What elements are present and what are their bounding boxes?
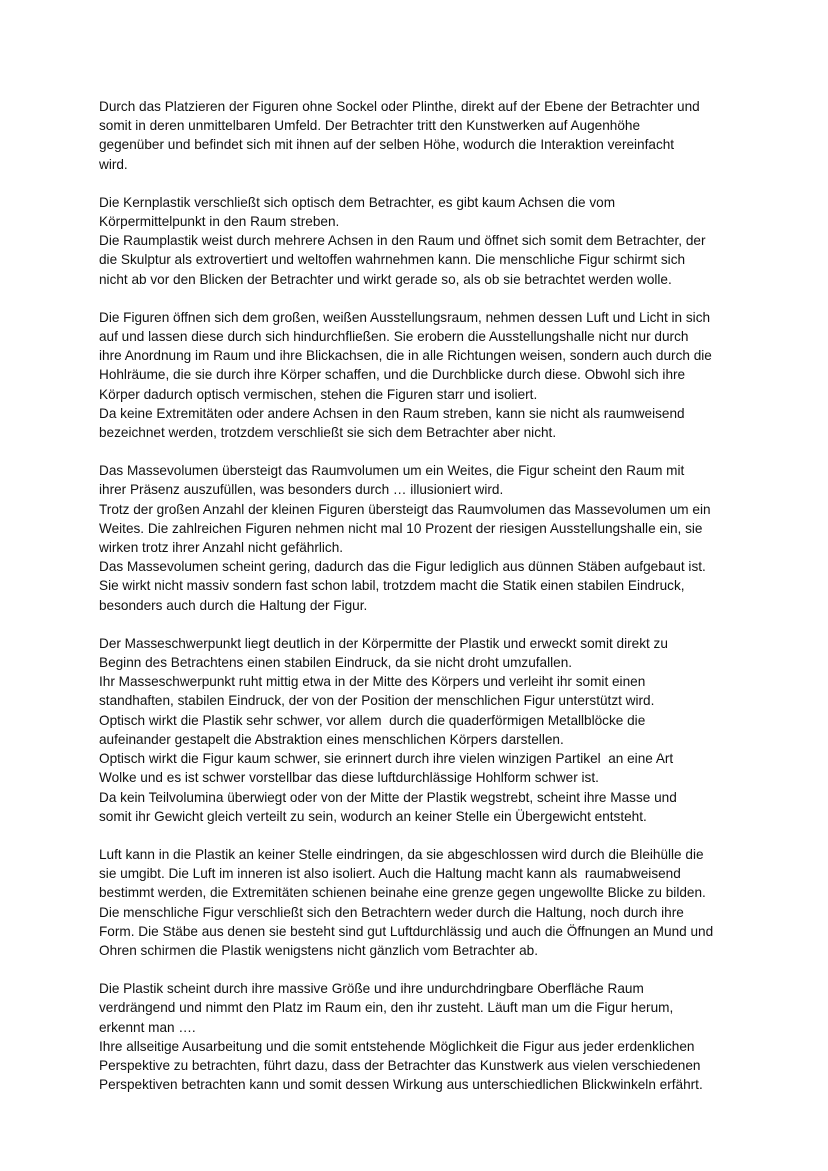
text-line: erkennt man …. bbox=[99, 1019, 196, 1035]
text-line: ihrer Präsenz auszufüllen, was besonders durch … illusioniert wird. bbox=[99, 482, 504, 498]
paragraph bbox=[99, 193, 739, 289]
text-line: Der Masseschwerpunkt liegt deutlich in der Körpermitte der Plastik und erweckt somit direkt zu bbox=[99, 635, 668, 651]
text-line: Ohren schirmen die Plastik wenigstens nicht gänzlich vom Betrachter ab. bbox=[99, 942, 538, 958]
text-line: Beginn des Betrachtens einen stabilen Eindruck, da sie nicht droht umzufallen. bbox=[99, 655, 573, 671]
text-line: Optisch wirkt die Figur kaum schwer, sie erinnert durch ihre vielen winzigen Partikel an eine Art bbox=[99, 751, 674, 767]
text-line: Form. Die Stäbe aus denen sie besteht sind gut Luftdurchlässig und auch die Öffnungen an Mund und bbox=[99, 923, 714, 939]
text-line: Trotz der großen Anzahl der kleinen Figuren übersteigt das Raumvolumen das Massevolumen um ein bbox=[99, 501, 711, 517]
text-line: wird. bbox=[99, 156, 128, 172]
paragraph bbox=[99, 979, 739, 1094]
text-line: ihre Anordnung im Raum und ihre Blickachsen, die in alle Richtungen weisen, sondern auch durch die bbox=[99, 348, 712, 364]
text-line: Hohlräume, die sie durch ihre Körper schaffen, und die Durchblicke durch diese. Obwohl sich ihre bbox=[99, 367, 686, 383]
text-line: Da keine Extremitäten oder andere Achsen in den Raum streben, kann sie nicht als raumweisend bbox=[99, 405, 685, 421]
text-line: somit in deren unmittelbaren Umfeld. Der Betrachter tritt den Kunstwerken auf Augenhöhe bbox=[99, 118, 641, 134]
paragraph bbox=[99, 97, 739, 174]
text-line: somit ihr Gewicht gleich verteilt zu sein, wodurch an keiner Stelle ein Übergewicht entsteht. bbox=[99, 808, 647, 824]
text-line: Körpermittelpunkt in den Raum streben. bbox=[99, 214, 340, 230]
text-line: nicht ab vor den Blicken der Betrachter und wirkt gerade so, als ob sie betrachtet werden wolle. bbox=[99, 271, 672, 287]
text-line: Durch das Platzieren der Figuren ohne Sockel oder Plinthe, direkt auf der Ebene der Betrachter und bbox=[99, 99, 700, 114]
text-line: Optisch wirkt die Plastik sehr schwer, vor allem durch die quaderförmigen Metallblöcke die bbox=[99, 712, 646, 728]
text-line: auf und lassen diese durch sich hindurchfließen. Sie erobern die Ausstellungshalle nicht nur durch bbox=[99, 329, 689, 345]
text-line: aufeinander gestapelt die Abstraktion eines menschlichen Körpers darstellen. bbox=[99, 731, 564, 747]
text-line: verdrängend und nimmt den Platz im Raum ein, den ihr zusteht. Läuft man um die Figur herum, bbox=[99, 1000, 674, 1016]
text-line: bezeichnet werden, trotzdem verschließt sie sich dem Betrachter aber nicht. bbox=[99, 425, 557, 441]
text-line: Weites. Die zahlreichen Figuren nehmen nicht mal 10 Prozent der riesigen Ausstellungshalle ein, sie bbox=[99, 520, 703, 536]
text-line: Wolke und es ist schwer vorstellbar das diese luftdurchlässige Hohlform schwer ist. bbox=[99, 770, 599, 786]
paragraph bbox=[99, 634, 739, 826]
text-line: Da kein Teilvolumina überwiegt oder von der Mitte der Plastik wegstrebt, scheint ihre Masse und bbox=[99, 789, 677, 805]
paragraph bbox=[99, 845, 739, 960]
text-line: Luft kann in die Plastik an keiner Stelle eindringen, da sie abgeschlossen wird durch die Bleihülle die bbox=[99, 846, 704, 862]
document-body bbox=[99, 97, 739, 1113]
text-line: Ihr Masseschwerpunkt ruht mittig etwa in der Mitte des Körpers und verleiht ihr somit einen bbox=[99, 674, 646, 690]
text-line: Das Massevolumen übersteigt das Raumvolumen um ein Weites, die Figur scheint den Raum mit bbox=[99, 463, 685, 479]
text-line: Die Kernplastik verschließt sich optisch dem Betrachter, es gibt kaum Achsen die vom bbox=[99, 194, 616, 210]
text-line: gegenüber und befindet sich mit ihnen auf der selben Höhe, wodurch die Interaktion vereinfacht bbox=[99, 137, 675, 153]
text-line: Sie wirkt nicht massiv sondern fast schon labil, trotzdem macht die Statik einen stabilen Eindruck, bbox=[99, 578, 685, 594]
text-line: Körper dadurch optisch vermischen, stehen die Figuren starr und isoliert. bbox=[99, 386, 538, 402]
text-line: besonders auch durch die Haltung der Figur. bbox=[99, 597, 368, 613]
text-line: Die Plastik scheint durch ihre massive Größe und ihre undurchdringbare Oberfläche Raum bbox=[99, 981, 644, 997]
text-line: sie umgibt. Die Luft im inneren ist also isoliert. Auch die Haltung macht kann als raumabweisend bbox=[99, 866, 681, 882]
text-line: wirken trotz ihrer Anzahl nicht gefährlich. bbox=[99, 540, 344, 556]
text-line: standhaften, stabilen Eindruck, der von der Position der menschlichen Figur unterstützt wird. bbox=[99, 693, 655, 709]
text-line: bestimmt werden, die Extremitäten schienen beinahe eine grenze gegen ungewollte Blicke zu bilden. bbox=[99, 885, 706, 901]
text-line: Perspektive zu betrachten, führt dazu, dass der Betrachter das Kunstwerk aus vielen verschiedenen bbox=[99, 1057, 701, 1073]
text-line: die Skulptur als extrovertiert und weltoffen wahrnehmen kann. Die menschliche Figur schirmt sich bbox=[99, 252, 686, 268]
text-line: Die Figuren öffnen sich dem großen, weißen Ausstellungsraum, nehmen dessen Luft und Licht in sich bbox=[99, 309, 711, 325]
paragraph bbox=[99, 461, 739, 615]
text-line: Perspektiven betrachten kann und somit dessen Wirkung aus unterschiedlichen Blickwinkeln erfährt. bbox=[99, 1077, 703, 1093]
text-line: Ihre allseitige Ausarbeitung und die somit entstehende Möglichkeit die Figur aus jeder erdenklichen bbox=[99, 1038, 695, 1054]
text-line: Das Massevolumen scheint gering, dadurch das die Figur lediglich aus dünnen Stäben aufgebaut ist. bbox=[99, 559, 706, 575]
text-line: Die menschliche Figur verschließt sich den Betrachtern weder durch die Haltung, noch durch ihre bbox=[99, 904, 684, 920]
text-line: Die Raumplastik weist durch mehrere Achsen in den Raum und öffnet sich somit dem Betrachter, der bbox=[99, 233, 706, 249]
paragraph bbox=[99, 308, 739, 442]
